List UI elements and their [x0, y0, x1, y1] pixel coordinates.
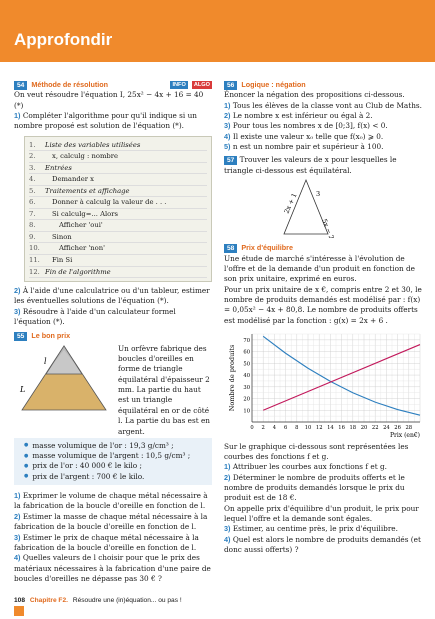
- question-text: Estimer la masse de chaque métal nécessaire à la fabrication de la boucle d'oreille en fonction de l.: [14, 511, 208, 532]
- y-axis-label: Nombre de produits: [228, 344, 236, 412]
- exercise-title: Le bon prix: [31, 331, 71, 341]
- algo-line: [29, 232, 207, 244]
- exercise-intro: Énoncer la négation des propositions ci-dessous.: [224, 90, 405, 100]
- exercise-number: 54: [14, 81, 27, 90]
- y-tick-label: 10: [243, 408, 250, 415]
- label-L: L: [20, 384, 26, 394]
- question-item: [224, 524, 424, 534]
- question-text: Quelles valeurs de l choisir pour que le prix des matériaux nécessaires à la fabrication d'une paire de boucles d'oreilles ne dépasse pas 30 € ?: [14, 553, 211, 583]
- footer: [14, 596, 182, 605]
- x-tick-label: 0: [250, 425, 254, 432]
- algorithm-box: [24, 136, 212, 282]
- y-tick-label: 40: [243, 373, 250, 380]
- question-number: 4): [224, 131, 231, 141]
- line-number: 5.: [29, 186, 36, 195]
- bullet-item: ● prix de l'or : 40 000 € le kilo ;: [24, 461, 204, 471]
- questions-b: [224, 524, 424, 555]
- question-number: 4): [224, 534, 231, 544]
- question-text: Tous les élèves de la classe vont au Club de Maths.: [232, 100, 422, 110]
- algo-line: [29, 197, 207, 209]
- line-number: 7.: [29, 209, 36, 218]
- x-tick-label: 6: [283, 425, 288, 432]
- exercise-number: 56: [224, 81, 237, 90]
- question-item: [224, 473, 424, 504]
- page-title: Approfondir: [14, 30, 113, 49]
- y-tick-label: 70: [243, 338, 250, 345]
- question-number: 1): [224, 100, 231, 110]
- question-number: 3): [14, 532, 21, 542]
- question-text: Déterminer le nombre de produits offerts et le nombre de produits demandés lorsque le prix du produit est de 18 €.: [224, 472, 405, 503]
- line-number: 11.: [29, 255, 40, 264]
- algo-line: [29, 174, 207, 186]
- line-text: Afficher 'oui': [59, 221, 103, 230]
- side-label-3: 5x − 2: [320, 217, 336, 239]
- supply-demand-chart: [224, 326, 424, 438]
- bullet-item: ● prix de l'argent : 700 € le kilo.: [24, 472, 204, 482]
- question-text: Attribuer les courbes aux fonctions f et g.: [232, 462, 387, 472]
- question-text: Quel est alors le nombre de produits demandés (et donc aussi offerts) ?: [224, 534, 421, 555]
- question-number: 1): [224, 462, 231, 472]
- equilateral-triangle-figure: [224, 176, 424, 238]
- bullet-item: ● masse volumique de l'argent : 10,5 g/cm³ ;: [24, 451, 204, 461]
- question-2: 2) À l'aide d'une calculatrice ou d'un tableur, estimer les éventuelles solutions de l'équation (*).: [14, 286, 210, 306]
- chapter-title: Résoudre une (in)équation... ou pas !: [72, 597, 182, 604]
- exercise-56-heading: [224, 80, 424, 90]
- x-axis-label: Prix (en€): [389, 432, 420, 439]
- exercise-text: Un orfèvre fabrique des boucles d'oreilles en forme de triangle équilatéral d'épaisseur 2 mm. La partie du haut est un triangle équilatéral en or de côté l. La partie du bas est en argent.: [118, 343, 211, 436]
- algo-line: [29, 151, 207, 163]
- x-tick-label: 12: [315, 425, 323, 432]
- bullet-item: ● masse volumique de l'or : 19,3 g/cm³ ;: [24, 441, 204, 451]
- question-text: Le nombre x est inférieur ou égal à 2.: [232, 110, 373, 120]
- right-column: [224, 80, 424, 556]
- exercise-title: Prix d'équilibre: [241, 243, 293, 253]
- algo-line: [29, 163, 207, 175]
- line-text: Si calculg=... Alors: [52, 209, 118, 218]
- label-l: l: [44, 356, 47, 366]
- x-tick-label: 28: [405, 425, 413, 432]
- question-number: 2): [224, 472, 231, 482]
- question-item: [224, 462, 424, 472]
- question-number: 2): [14, 511, 21, 521]
- question-item: [14, 553, 212, 584]
- line-text: x, calculg : nombre: [52, 152, 119, 161]
- page-number: 108: [14, 597, 26, 604]
- algo-line: [29, 243, 207, 255]
- side-label-2: 3: [316, 190, 321, 199]
- question-text: Il existe une valeur x₀ telle que f(x₀) ⩾ 0.: [232, 131, 384, 141]
- line-text: Liste des variables utilisées: [45, 140, 141, 149]
- left-column: [14, 80, 212, 584]
- line-text: Entrées: [45, 163, 72, 172]
- x-tick-label: 4: [272, 425, 277, 432]
- algo-tag: ALGO: [193, 82, 210, 89]
- question-number: 3): [224, 121, 231, 131]
- x-tick-label: 2: [261, 425, 265, 432]
- line-number: 1.: [29, 140, 36, 149]
- data-bullets: [14, 438, 212, 485]
- line-text: Fin Si: [52, 255, 73, 264]
- x-tick-label: 16: [338, 425, 345, 432]
- question-number: 5): [224, 142, 231, 152]
- paragraph-1: Une étude de marché s'intéresse à l'évolution de l'offre et de la demande d'un produit en fonction de son prix unitaire, exprimé en euros.: [224, 253, 415, 284]
- line-text: Donner à calculg la valeur de . . .: [52, 198, 167, 207]
- question-text: Exprimer le volume de chaque métal nécessaire à la fabrication de la boucle d'oreille en fonction de l.: [14, 491, 208, 511]
- line-number: 6.: [29, 198, 36, 207]
- line-text: Demander x: [52, 175, 94, 184]
- x-tick-label: 20: [360, 425, 368, 432]
- exercise-title: Logique : négation: [241, 80, 306, 89]
- exercise-number: 57: [224, 156, 237, 165]
- exercise-number: 55: [14, 332, 27, 341]
- question-3: 3) Résoudre à l'aide d'un calculateur formel l'équation (*).: [14, 306, 176, 327]
- algo-line: [29, 209, 207, 221]
- line-text: Traitements et affichage: [45, 186, 130, 195]
- x-tick-label: 18: [349, 425, 357, 432]
- chapter-label: Chapitre F2.: [29, 597, 68, 604]
- y-tick-label: 20: [243, 396, 250, 403]
- question-item: [14, 533, 212, 554]
- algo-line: [29, 267, 207, 279]
- earring-triangle-figure: [14, 344, 114, 412]
- question-item: [224, 121, 424, 131]
- x-tick-label: 8: [295, 425, 299, 432]
- question-item: [14, 491, 212, 512]
- question-number: 2): [224, 110, 231, 120]
- line-number: 12.: [29, 267, 40, 276]
- paragraph-2: Pour un prix unitaire de x €, compris entre 2 et 30, le nombre de produits demandés est modélisé par : f(x) = 0,05x² − 4x + 80,8. Le nombre de produits offerts est modélisé par la fonction : g(x) = 2x + 6 .: [224, 284, 422, 325]
- line-number: 4.: [29, 175, 36, 184]
- exercise-57: 57 Trouver les valeurs de x pour lesquelles le triangle ci-dessous est équilatéral.: [224, 155, 397, 175]
- line-text: Sinon: [52, 232, 72, 241]
- question-number: 4): [14, 553, 21, 563]
- exercise-number: 58: [224, 244, 237, 253]
- line-text: Afficher 'non': [59, 244, 105, 253]
- exercise-title: Méthode de résolution: [31, 80, 109, 89]
- y-tick-label: 60: [243, 349, 250, 356]
- question-text: Pour tous les nombres x de [0;3], f(x) < 0.: [232, 121, 388, 131]
- algo-line: [29, 220, 207, 232]
- exercise-intro: On veut résoudre l'équation I, 25x² − 4x + 16 = 40 (*): [14, 90, 204, 110]
- info-tag: INFO: [172, 82, 186, 89]
- x-tick-label: 14: [327, 425, 334, 432]
- line-number: 8.: [29, 221, 36, 230]
- paragraph-4: On appelle prix d'équilibre d'un produit, le prix pour lequel l'offre et la demande sont égales.: [224, 503, 419, 524]
- header-band: [0, 0, 435, 62]
- paragraph-3: Sur le graphique ci-dessous sont représentées les courbes des fonctions f et g.: [224, 441, 409, 461]
- line-number: 10.: [29, 244, 40, 253]
- line-number: 9.: [29, 232, 36, 241]
- question-text: Estimer le prix de chaque métal nécessaire à la fabrication de la boucle d'oreille en fonction de l.: [14, 532, 199, 552]
- question-text: n est un nombre pair et supérieur à 100.: [232, 142, 384, 152]
- exercise-54-heading: [14, 80, 212, 90]
- question-number: 3): [224, 524, 231, 534]
- x-tick-label: 24: [383, 425, 390, 432]
- line-text: Fin de l'algorithme: [45, 267, 111, 276]
- question-number: 1): [14, 491, 21, 501]
- earring-figure-block: [14, 343, 212, 436]
- x-tick-label: 26: [394, 425, 401, 432]
- line-number: 2.: [29, 152, 36, 161]
- line-number: 3.: [29, 163, 36, 172]
- question-item: [224, 111, 424, 121]
- questions-a: [224, 462, 424, 503]
- question-text: Estimer, au centime près, le prix d'équilibre.: [232, 524, 398, 534]
- y-tick-label: 30: [243, 384, 250, 391]
- exercise-56-items: [224, 101, 424, 153]
- y-tick-label: 50: [243, 361, 250, 368]
- algo-line: [29, 186, 207, 198]
- algo-line: [29, 255, 207, 267]
- question-item: [14, 512, 212, 533]
- algo-line: [29, 140, 207, 152]
- x-tick-label: 10: [304, 425, 312, 432]
- question-1: 1) Compléter l'algorithme pour qu'il indique si un nombre proposé est solution de l'équation (*).: [14, 110, 197, 131]
- question-item: [224, 101, 424, 111]
- side-label-1: 2x + 1: [282, 191, 299, 215]
- exercise-58-heading: [224, 243, 424, 253]
- footer-marker: [14, 606, 24, 616]
- question-item: [224, 535, 424, 556]
- exercise-55-questions: [14, 491, 212, 584]
- x-tick-label: 22: [371, 425, 379, 432]
- exercise-55-heading: [14, 331, 212, 341]
- question-item: [224, 132, 424, 142]
- question-item: [224, 142, 424, 152]
